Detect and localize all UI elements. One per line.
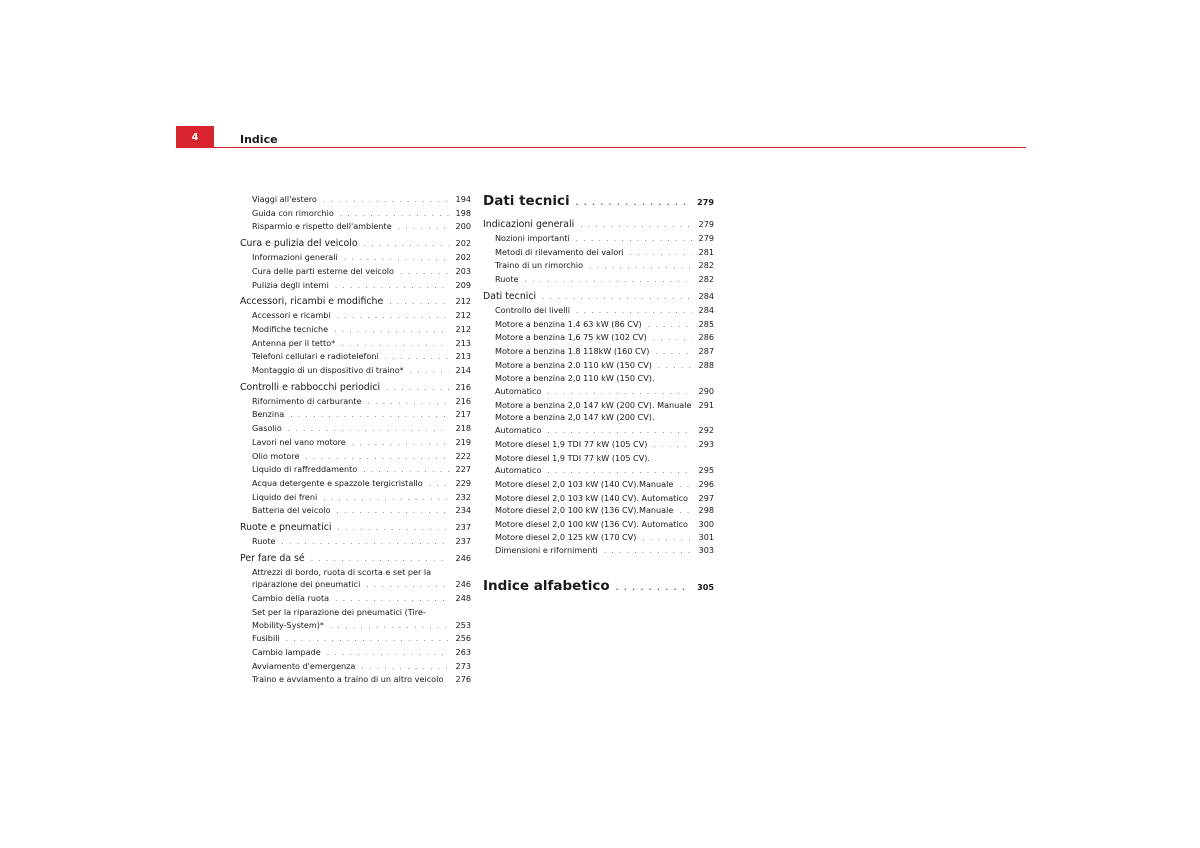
toc-entry[interactable]: Motore diesel 2,0 100 kW (136 CV). Automatico 300 — [495, 519, 714, 530]
toc-entry[interactable]: Avviamento d'emergenza . . . 273 — [240, 660, 471, 674]
toc-entry[interactable]: Cura delle parti esterne del veicolo . . . 203 — [240, 265, 471, 279]
toc-section[interactable]: Indicazioni generali . . . 279 — [483, 218, 714, 232]
toc-section[interactable]: Controlli e rabbocchi periodici . . . 216 — [240, 381, 471, 395]
toc-section[interactable]: Per fare da sé . . . 246 — [240, 552, 471, 566]
toc-entry[interactable]: Traino e avviamento a traino di un altro veicolo 276 — [252, 674, 471, 685]
toc-entry[interactable]: Liquido di raffreddamento . . . 227 — [240, 463, 471, 477]
toc-entry[interactable]: Ruote . . . 282 — [483, 273, 714, 287]
toc-entry[interactable]: Controllo dei livelli . . . 284 — [483, 304, 714, 318]
toc-entry[interactable]: Ruote . . . 237 — [240, 535, 471, 549]
toc-entry[interactable]: Motore diesel 2,0 103 kW (140 CV). Automatico 297 — [495, 492, 714, 503]
toc-section[interactable]: Dati tecnici . . . 284 — [483, 290, 714, 304]
toc-entry[interactable]: Motore a benzina 1.8 118kW (160 CV) . . . 287 — [483, 345, 714, 359]
toc-entry[interactable]: Guida con rimorchio . . . 198 — [240, 207, 471, 221]
toc-entry[interactable]: Antenna per il tetto* . . . 213 — [240, 337, 471, 351]
toc-entry[interactable]: Motore diesel 2,0 103 kW (140 CV).Manuale . . . 296 — [483, 478, 714, 492]
toc-entry[interactable]: Fusibili . . . 256 — [240, 632, 471, 646]
toc-entry[interactable]: Motore a benzina 1,6 75 kW (102 CV) . . . 286 — [483, 331, 714, 345]
toc-entry[interactable]: Motore diesel 2,0 100 kW (136 CV).Manuale . . . 298 — [483, 504, 714, 518]
toc-entry[interactable]: Batteria del veicolo . . . 234 — [240, 504, 471, 518]
toc-entry[interactable]: Liquido dei freni . . . 232 — [240, 491, 471, 505]
toc-entry[interactable]: Cambio lampade . . . 263 — [240, 646, 471, 660]
toc-entry[interactable]: Dimensioni e rifornimenti . . . 303 — [483, 544, 714, 558]
toc-chapter[interactable]: Dati tecnici . . . 279 — [483, 193, 714, 212]
toc-entry[interactable]: Set per la riparazione dei pneumatici (Tire- Mobility-System)* . . . 253 — [240, 606, 471, 632]
toc-entry[interactable]: Viaggi all'estero . . . 194 — [240, 193, 471, 207]
toc-entry[interactable]: Modifiche tecniche . . . 212 — [240, 323, 471, 337]
toc-section[interactable]: Accessori, ricambi e modifiche . . . 212 — [240, 295, 471, 309]
toc-entry[interactable]: Olio motore . . . 222 — [240, 450, 471, 464]
toc-entry[interactable]: Accessori e ricambi . . . 212 — [240, 309, 471, 323]
toc-entry[interactable]: Motore a benzina 2,0 147 kW (200 CV). Manuale 291 — [495, 399, 714, 410]
page-number-badge — [176, 126, 214, 148]
toc-entry[interactable]: Rifornimento di carburante . . . 216 — [240, 395, 471, 409]
toc-chapter[interactable]: Indice alfabetico . . . 305 — [483, 578, 714, 597]
toc-entry[interactable]: Traino di un rimorchio . . . 282 — [483, 259, 714, 273]
header-title: Indice — [240, 133, 278, 146]
toc-left-column — [240, 193, 471, 686]
toc-entry[interactable]: Pulizia degli interni . . . 209 — [240, 279, 471, 293]
toc-entry[interactable]: Telefoni cellulari e radiotelefoni . . . 213 — [240, 350, 471, 364]
toc-entry[interactable]: Motore a benzina 2.0 110 kW (150 CV) . . . 288 — [483, 359, 714, 373]
toc-section[interactable]: Ruote e pneumatici . . . 237 — [240, 521, 471, 535]
toc-section[interactable]: Cura e pulizia del veicolo . . . 202 — [240, 237, 471, 251]
toc-entry[interactable]: Motore diesel 1,9 TDI 77 kW (105 CV). Automatico . . . 295 — [483, 452, 714, 478]
toc-entry[interactable]: Motore diesel 1,9 TDI 77 kW (105 CV) . . . 293 — [483, 438, 714, 452]
toc-entry[interactable]: Metodi di rilevamento dei valori . . . 281 — [483, 246, 714, 260]
toc-entry[interactable]: Lavori nel vano motore . . . 219 — [240, 436, 471, 450]
page-number: 4 — [191, 131, 199, 143]
toc-entry[interactable]: Nozioni importanti . . . 279 — [483, 232, 714, 246]
toc-entry[interactable]: Acqua detergente e spazzole tergicristallo . . . 229 — [240, 477, 471, 491]
toc-entry[interactable]: Attrezzi di bordo, ruota di scorta e set per la riparazione dei pneumatici . . . 246 — [240, 566, 471, 592]
toc-entry[interactable]: Motore a benzina 2,0 147 kW (200 CV). Automatico . . . 292 — [483, 411, 714, 437]
toc-entry[interactable]: Gasolio . . . 218 — [240, 422, 471, 436]
toc-entry[interactable]: Informazioni generali . . . 202 — [240, 251, 471, 265]
toc-entry[interactable]: Risparmio e rispetto dell'ambiente . . . 200 — [240, 220, 471, 234]
toc-entry[interactable]: Benzina . . . 217 — [240, 408, 471, 422]
toc-entry[interactable]: Motore a benzina 2,0 110 kW (150 CV). Automatico . . . 290 — [483, 372, 714, 398]
toc-entry[interactable]: Cambio della ruota . . . 248 — [240, 592, 471, 606]
toc-entry[interactable]: Motore a benzina 1.4 63 kW (86 CV) . . . 285 — [483, 318, 714, 332]
header-rule — [214, 147, 1026, 148]
toc-entry[interactable]: Montaggio di un dispositivo di traino* . . . 214 — [240, 364, 471, 378]
toc-entry[interactable]: Motore diesel 2,0 125 kW (170 CV) . . . 301 — [483, 531, 714, 545]
toc-right-column — [483, 193, 714, 597]
